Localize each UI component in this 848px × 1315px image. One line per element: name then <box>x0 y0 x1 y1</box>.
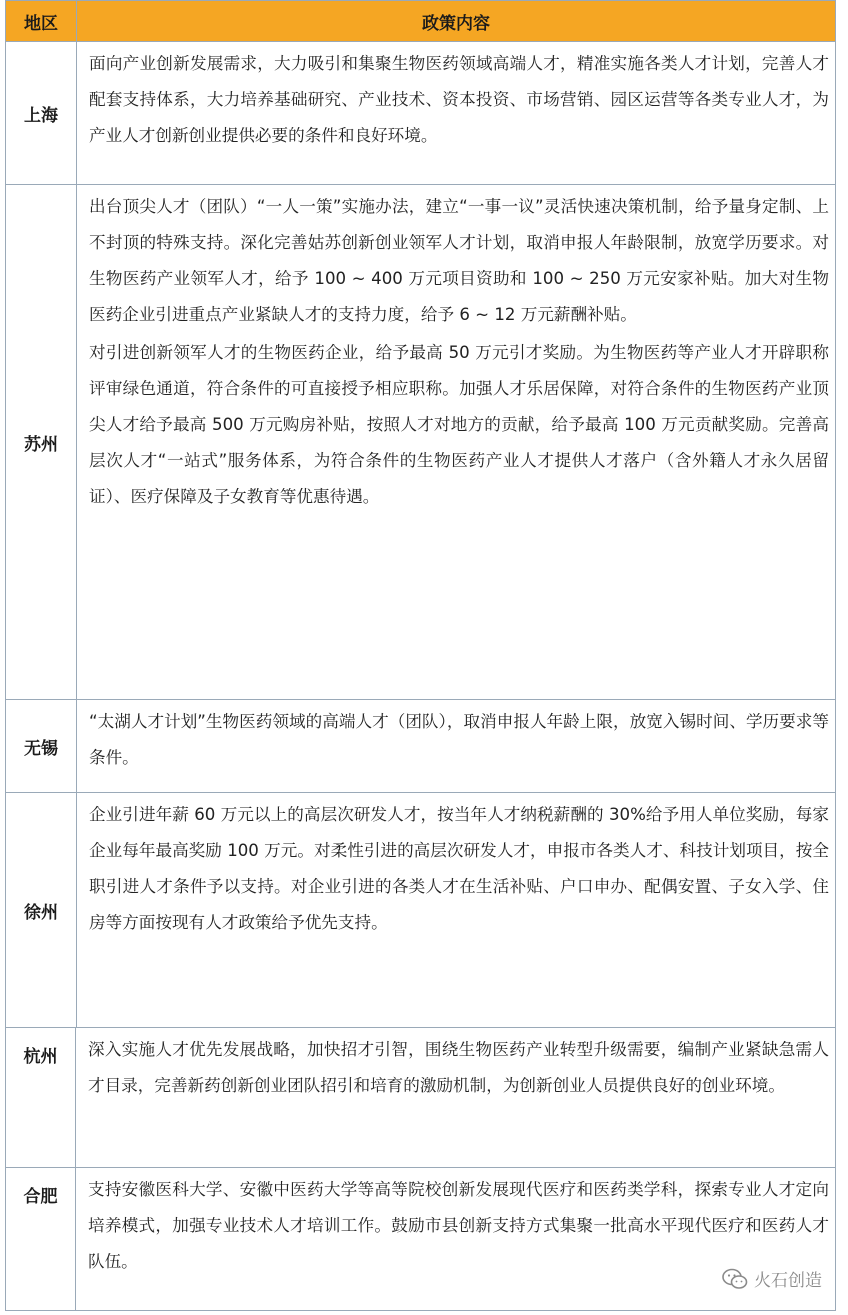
policy-paragraph: 出台顶尖人才（团队）“一人一策”实施办法，建立“一事一议”灵活快速决策机制，给予量身定制、上不封顶的特殊支持。深化完善姑苏创新创业领军人才计划，取消申报人年龄限制，放宽学历要求。对生物医药产业领军人才，给予 100 ~ 400 万元项目资助和 100 ~ 250 万元安家补贴。加大对生物医药企业引进重点产业紧缺人才的支持力度，给予 6 ~ 12 万元薪酬补贴。 <box>89 197 829 324</box>
policy-table <box>5 0 836 1311</box>
policy-cell <box>77 185 835 699</box>
watermark <box>722 1266 822 1291</box>
region-cell: 徐州 <box>6 793 77 1027</box>
policy-cell <box>76 1028 835 1167</box>
region-cell: 苏州 <box>6 185 77 699</box>
table-header <box>5 0 836 42</box>
header-policy: 政策内容 <box>422 13 490 34</box>
region-cell: 上海 <box>6 42 77 184</box>
policy-paragraph: “太湖人才计划”生物医药领域的高端人才（团队），取消申报人年龄上限，放宽入锡时间、学历要求等条件。 <box>89 712 829 767</box>
policy-paragraph: 面向产业创新发展需求，大力吸引和集聚生物医药领域高端人才，精准实施各类人才计划，完善人才配套支持体系，大力培养基础研究、产业技术、资本投资、市场营销、园区运营等各类专业人才，为产业人才创新创业提供必要的条件和良好环境。 <box>89 54 829 145</box>
table-row <box>5 700 836 793</box>
watermark-text: 火石创造 <box>754 1271 822 1291</box>
policy-paragraph: 对引进创新领军人才的生物医药企业，给予最高 50 万元引才奖励。为生物医药等产业人才开辟职称评审绿色通道，符合条件的可直接授予相应职称。加强人才乐居保障，对符合条件的生物医药产业顶尖人才给予最高 500 万元购房补贴，按照人才对地方的贡献，给予最高 100 万元贡献奖励。完善高层次人才“一站式”服务体系，为符合条件的生物医药产业人才提供人才落户（含外籍人才永久居留证）、医疗保障及子女教育等优惠待遇。 <box>89 343 829 506</box>
table-row <box>5 185 836 700</box>
policy-cell <box>77 793 835 1027</box>
policy-paragraph: 深入实施人才优先发展战略，加快招才引智，围绕生物医药产业转型升级需要，编制产业紧缺急需人才目录，完善新药创新创业团队招引和培育的激励机制，为创新创业人员提供良好的创业环境。 <box>88 1040 829 1095</box>
table-row <box>5 42 836 185</box>
header-region: 地区 <box>6 1 77 41</box>
region-cell: 合肥 <box>6 1168 76 1310</box>
policy-cell <box>77 42 835 184</box>
policy-cell <box>77 700 835 792</box>
region-cell: 杭州 <box>6 1028 76 1167</box>
table-row <box>5 1168 836 1311</box>
wechat-icon <box>722 1268 748 1290</box>
policy-paragraph: 支持安徽医科大学、安徽中医药大学等高等院校创新发展现代医疗和医药类学科，探索专业人才定向培养模式，加强专业技术人才培训工作。鼓励市县创新支持方式集聚一批高水平现代医疗和医药人才队伍。 <box>88 1180 829 1271</box>
region-cell: 无锡 <box>6 700 77 792</box>
table-row <box>5 793 836 1028</box>
policy-paragraph: 企业引进年薪 60 万元以上的高层次研发人才，按当年人才纳税薪酬的 30%给予用人单位奖励，每家企业每年最高奖励 100 万元。对柔性引进的高层次研发人才，申报市各类人才、科技计划项目，按全职引进人才条件予以支持。对企业引进的各类人才在生活补贴、户口申办、配偶安置、子女入学、住房等方面按现有人才政策给予优先支持。 <box>89 805 829 932</box>
table-row <box>5 1028 836 1168</box>
